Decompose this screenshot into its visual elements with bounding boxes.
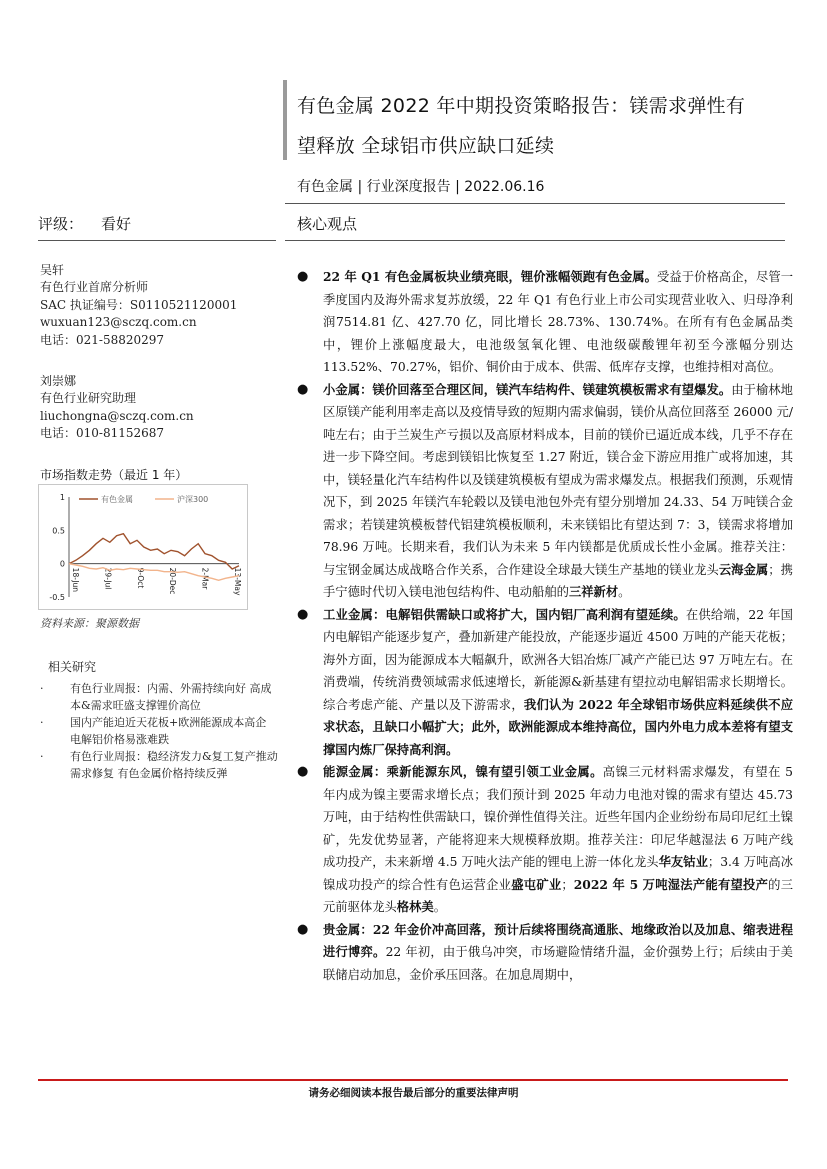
company-name: 华友钴业 — [658, 854, 708, 869]
legend-label: 沪深300 — [177, 495, 209, 504]
analyst-card-2 — [40, 373, 280, 443]
x-tick-label: 29-Jul — [103, 567, 113, 590]
related-item[interactable]: · 有色行业周报：稳经济发力&复工复产推动需求修复 有色金属价格持续反弹 — [40, 750, 278, 780]
report-title-line-1: 有色金属 2022 年中期投资策略报告：镁需求弹性有 — [297, 95, 746, 117]
bullet-small-icon: · — [40, 716, 44, 729]
bullet-dot-icon: ● — [297, 764, 309, 779]
rating-value: 看好 — [101, 215, 132, 233]
core-view-item — [297, 266, 793, 379]
company-name: 云海金属 — [718, 561, 769, 577]
x-tick-label: 9-Oct — [135, 567, 145, 589]
core-view-lead: 22 年 Q1 有色金属板块业绩亮眼，锂价涨幅领跑有色金属。 — [323, 269, 657, 284]
analyst-email[interactable]: liuchongna@sczq.com.cn — [40, 408, 194, 423]
x-tick-label: 13-May — [233, 567, 242, 596]
title-accent-bar — [283, 80, 287, 160]
rating-divider — [38, 240, 276, 241]
analyst-role: 有色行业首席分析师 — [40, 280, 149, 295]
report-title — [297, 86, 797, 166]
core-divider — [285, 240, 785, 241]
related-item[interactable]: · 国内产能迫近天花板+欧洲能源成本高企 电解铝价格易涨难跌 — [40, 716, 267, 746]
core-view-body: 在供给端，22 年国内电解铝产能逐步复产，叠加新建产能投放，产能逐步逼近 4500 万吨的产能天花板；海外方面，因为能源成本大幅飙升，欧洲各大铝冶炼厂减产产能已达 97 万吨左右。在消费端，传统消费领域需求低速增长，新能源&新基建有望拉动电解铝需求长期增长。综合考虑产能、产量以及下游需求， — [323, 607, 793, 712]
footer-divider — [38, 1079, 788, 1081]
core-view-item — [297, 604, 793, 762]
core-view-lead: 能源金属：乘新能源东风，镍有望引领工业金属。 — [323, 764, 603, 779]
report-subtitle: 有色金属 | 行业深度报告 | 2022.06.16 — [297, 179, 545, 195]
core-view-body: 高镍三元材料需求爆发，有望在 5 年内成为镍主要需求增长点；我们预计到 2025 年动力电池对镍的需求有望达 45.73 万吨，由于结构性供需缺口，镍价弹性值得关注。近些年国内企业纷纷布局印尼红土镍矿，先发优势显著，产能将迎来大规模释放期。推荐关注：印尼华越湿法 6 万吨产线成功投产，未来新增 4.5 万吨火法产能的锂电上游一体化龙头 — [323, 765, 793, 869]
y-tick-label: 1 — [59, 493, 65, 502]
analyst-email[interactable]: wuxuan123@sczq.com.cn — [40, 315, 197, 330]
market-index-chart — [38, 484, 248, 610]
core-views-list — [297, 266, 793, 986]
analyst-name: 吴轩 — [40, 263, 65, 277]
bullet-small-icon: · — [40, 682, 44, 695]
x-tick-label: 18-Jun — [71, 567, 80, 593]
subtitle-divider — [285, 203, 785, 204]
related-research — [40, 658, 280, 782]
core-view-item: ● 能源金属：乘新能源东风，镍有望引领工业金属。高镍三元材料需求爆发，有望在 5 年内成为镍主要需求增长点；我们预计到 2025 年动力电池对镍的需求有望达 45.73 万吨，由于结构性供需缺口，镍价弹性值得关注。近些年国内企业纷纷布局印尼红土镍矿，先发优势显著，产能将迎来大规模释放期。推荐关注：印尼华越湿法 6 万吨产线成功投产，未来新增 4.5 万吨火法产能的锂电上游一体化龙头华友钴业；3.4 万吨高冰镍成功投产的综合性有色运营企业盛屯矿业；2022 年 5 万吨湿法产能有望投产的三元前驱体龙头格林美。 — [297, 761, 793, 919]
analyst-cert: SAC 执证编号：S0110521120001 — [40, 297, 238, 312]
chart-title: 市场指数走势（最近 1 年） — [40, 468, 188, 482]
bullet-dot-icon: ● — [297, 269, 309, 284]
company-name: 三祥新材 — [568, 584, 619, 599]
chart-source: 资料来源：聚源数据 — [40, 617, 139, 630]
analyst-phone: 电话：010-81152687 — [40, 426, 165, 441]
analyst-role: 有色行业研究助理 — [40, 391, 137, 406]
related-research-title: 相关研究 — [48, 660, 97, 674]
x-tick-label: 20-Dec — [168, 567, 178, 595]
y-tick-label: -0.5 — [49, 593, 65, 602]
bullet-dot-icon: ● — [297, 921, 309, 937]
analyst-name: 刘崇娜 — [40, 374, 77, 388]
core-view-body: 由于榆林地区原镁产能利用率走高以及疫情导致的短期内需求偏弱，镁价从高位回落至 26000 元/吨左右；由于兰炭生产亏损以及高原材料成本，目前的镁价已逼近成本线，几乎不存在进一步下降空间。考虑到镁铝比恢复至 1.27 附近，镁合金下游应用推广或将加速，其中，镁轻量化汽车结构件以及镁建筑模板有望成为需求爆发点。根据我们预测，乐观情况下，到 2025 年镁汽车轮毂以及镁电池包外壳有望分别增加 24.33、54 万吨镁合金需求；若镁建筑模板替代铝建筑模板顺利，未来镁铝比有望达到 7：3，镁需求将增加 78.96 万吨。长期来看，我们认为未来 5 年内镁都是优质成长性小金属。推荐关注：与宝钢金属达成战略合作关系，合作建设全球最大镁生产基地的镁业龙头 — [323, 382, 793, 577]
core-view-item — [297, 919, 793, 987]
y-tick-label: 0 — [59, 559, 65, 569]
core-view-body: 22 年初，由于俄乌冲突，市场避险情绪升温，金价强势上行；后续由于美联储启动加息，金价承压回落。在加息周期中， — [323, 945, 793, 982]
footer-disclaimer: 请务必细阅读本报告最后部分的重要法律声明 — [308, 1087, 519, 1099]
core-view-item: ● 小金属：镁价回落至合理区间，镁汽车结构件、镁建筑模板需求有望爆发。由于榆林地区原镁产能利用率走高以及疫情导致的短期内需求偏弱，镁价从高位回落至 26000 元/吨左右；由于兰炭生产亏损以及高原材料成本，目前的镁价已逼近成本线，几乎不存在进一步下降空间。考虑到镁铝比恢复至 1.27 附近，镁合金下游应用推广或将加速，其中，镁轻量化汽车结构件以及镁建筑模板有望成为需求爆发点。根据我们预测，乐观情况下，到 2025 年镁汽车轮毂以及镁电池包外壳有望分别增加 24.33、54 万吨镁合金需求；若镁建筑模板替代铝建筑模板顺利，未来镁铝比有望达到 7：3，镁需求将增加 78.96 万吨。长期来看，我们认为未来 5 年内镁都是优质成长性小金属。推荐关注：与宝钢金属达成战略合作关系，合作建设全球最大镁生产基地的镁业龙头云海金属；携手宁德时代切入镁电池包结构件、电动船舶的三祥新材。 — [297, 379, 793, 604]
rating — [38, 213, 276, 234]
company-name: 盛屯矿业 — [511, 876, 562, 892]
core-view-lead: 工业金属：电解铝供需缺口或将扩大，国内铝厂高利润有望延续。 — [323, 606, 686, 622]
related-item[interactable]: · 有色行业周报：内需、外需持续向好 高成本&需求旺盛支撑锂价高位 — [40, 682, 272, 712]
x-tick-label: 2-Mar — [200, 567, 210, 590]
report-title-line-2: 望释放 全球铝市供应缺口延续 — [297, 135, 555, 157]
core-views-heading: 核心观点 — [297, 215, 358, 233]
bullet-small-icon: · — [40, 750, 44, 763]
company-name: 格林美 — [396, 899, 434, 914]
legend-label: 有色金属 — [101, 495, 133, 504]
series-line-csi300 — [69, 564, 239, 581]
bullet-dot-icon: ● — [297, 606, 309, 622]
rating-label: 评级： — [38, 215, 84, 233]
core-view-lead: 小金属：镁价回落至合理区间，镁汽车结构件、镁建筑模板需求有望爆发。 — [323, 381, 732, 397]
chart-svg — [39, 485, 247, 609]
analyst-phone: 电话：021-58820297 — [40, 332, 165, 347]
y-tick-label: 0.5 — [52, 526, 65, 536]
analyst-card-1 — [40, 262, 280, 349]
core-view-body: 受益于价格高企，尽管一季度国内及海外需求复苏放缓，22 年 Q1 有色行业上市公司实现营业收入、归母净利润7514.81 亿、427.70 亿，同比增长 28.73%、130.74%。在所有有色金属品类中，锂价上涨幅度最大，电池级氢氧化锂、电池级碳酸锂年初至今涨幅分别达 113.52%、70.27%，铝价、铜价由于成本、供需、低库存支撑，也维持相对高位。 — [323, 270, 793, 374]
bullet-dot-icon: ● — [297, 381, 309, 397]
core-view-conclusion: 我们认为 2022 年全球铝市场供应料延续供不应求状态，且缺口小幅扩大；此外，欧洲能源成本维持高位，国内外电力成本差将有望支撑国内炼厂保持高利润。 — [323, 696, 793, 757]
core-view-lead: 贵金属：22 年金价冲高回落，预计后续将围绕高通胀、地缘政治以及加息、缩表进程进行博弈。 — [323, 921, 793, 959]
